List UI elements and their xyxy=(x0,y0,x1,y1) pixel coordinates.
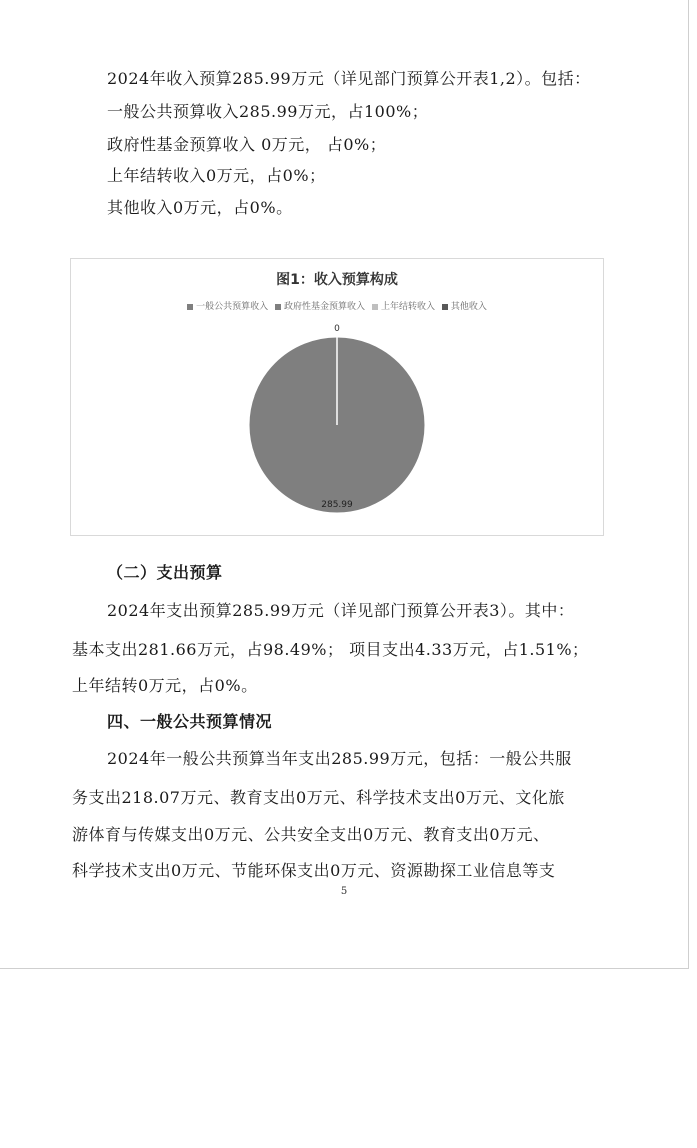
pie-plot-area xyxy=(71,259,603,535)
legend-label: 其他收入 xyxy=(450,302,487,312)
legend-label: 一般公共预算收入 xyxy=(196,302,269,312)
income-line-1: 2024年收入预算285.99万元（详见部门预算公开表1,2）。包括： xyxy=(107,69,591,88)
expense-line-2: 基本支出281.66万元，占98.49%； 项目支出4.33万元，占1.51%； xyxy=(72,640,589,659)
expense-line-3: 上年结转0万元，占0%。 xyxy=(72,676,258,695)
income-line-3: 政府性基金预算收入 0万元， 占0%； xyxy=(107,135,387,154)
income-pie-chart xyxy=(70,258,604,536)
general-budget-line-1: 2024年一般公共预算当年支出285.99万元，包括：一般公共服 xyxy=(107,749,572,768)
legend-label: 上年结转收入 xyxy=(380,302,435,312)
general-budget-line-2: 务支出218.07万元、教育支出0万元、科学技术支出0万元、文化旅 xyxy=(72,788,565,807)
expense-heading: （二）支出预算 xyxy=(107,563,223,582)
expense-line-1: 2024年支出预算285.99万元（详见部门预算公开表3）。其中： xyxy=(107,601,575,620)
pie-data-label-1: 0 xyxy=(334,324,340,334)
income-line-2: 一般公共预算收入285.99万元，占100%； xyxy=(107,102,429,121)
general-budget-heading: 四、一般公共预算情况 xyxy=(107,712,273,731)
general-budget-line-3: 游体育与传媒支出0万元、公共安全支出0万元、教育支出0万元、 xyxy=(72,825,550,844)
page-number: 5 xyxy=(340,886,348,897)
income-line-4: 上年结转收入0万元，占0%； xyxy=(107,166,326,185)
legend-label: 政府性基金预算收入 xyxy=(284,302,366,312)
pie-data-label-0: 285.99 xyxy=(321,500,353,510)
general-budget-line-4: 科学技术支出0万元、节能环保支出0万元、资源勘探工业信息等支 xyxy=(72,861,556,880)
chart-title: 图1：收入预算构成 xyxy=(276,272,398,288)
income-line-5: 其他收入0万元，占0%。 xyxy=(107,198,293,217)
